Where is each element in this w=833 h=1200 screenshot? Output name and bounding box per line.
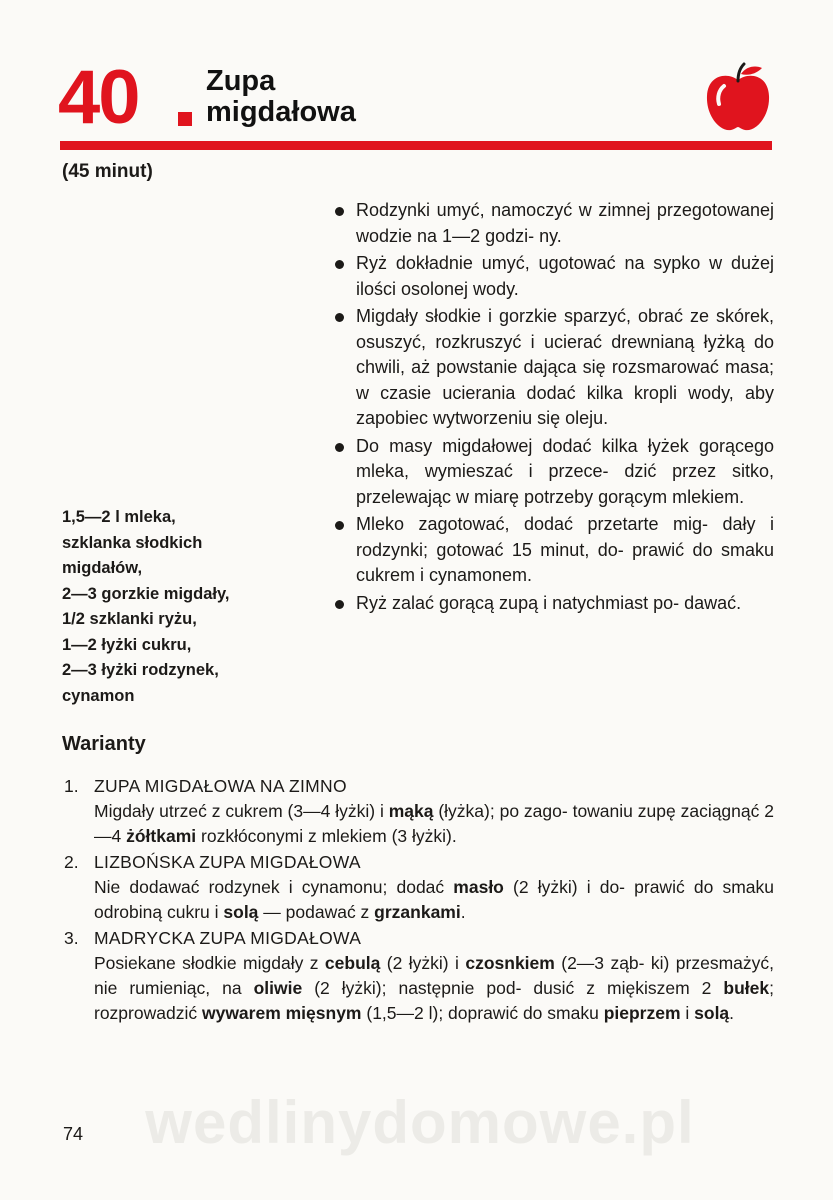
recipe-title — [206, 66, 356, 128]
variant-text — [94, 951, 774, 1026]
variant-text — [94, 799, 774, 849]
step-text: Mleko zagotować, dodać przetarte mig- dały i rodzynki; gotować 15 minut, do- prawić do smaku cukrem i cynamonem. — [356, 514, 774, 585]
ingredient-item: 1/2 szklanki ryżu, — [62, 610, 197, 628]
emphasized-ingredient: żółtkami — [126, 826, 197, 846]
variant-text-segment: i — [680, 1003, 695, 1023]
variant-text-segment: (2 łyżki) i do- prawić do smaku odrobiną cukru i — [94, 877, 774, 922]
step-text: Do masy migdałowej dodać kilka łyżek gorącego mleka, wymieszać i przece- dzić przez sitko, przelewając w miarę potrzeby gorącym mlekiem. — [356, 435, 774, 507]
variant-text-segment: — podawać z — [258, 902, 375, 922]
variant-item — [64, 850, 774, 925]
emphasized-ingredient: oliwie — [253, 978, 303, 998]
prep-time: (45 minut) — [62, 161, 153, 182]
ingredient-item: migdałów, — [62, 559, 143, 577]
ingredient-item: szklanka słodkich — [62, 533, 203, 552]
variant-item — [64, 926, 774, 1026]
variant-text — [94, 875, 774, 925]
variant-number: 2. — [64, 852, 79, 872]
step-item — [334, 198, 774, 249]
emphasized-ingredient: pieprzem — [603, 1003, 681, 1023]
variant-text-segment: (2 łyżki); następnie pod- dusić z miękiszem 2 — [302, 978, 724, 998]
variant-text-segment: Migdały utrzeć z cukrem (3—4 łyżki) i — [94, 801, 389, 821]
ingredient-item: 2—3 gorzkie migdały, — [62, 584, 230, 603]
variant-text-segment: (2—3 ząb- ki) przesmażyć, nie rumieniąc, na — [94, 953, 775, 998]
header-rule — [60, 141, 772, 150]
emphasized-ingredient: solą — [223, 902, 259, 922]
bullet-icon — [335, 443, 344, 452]
variant-text-segment: rozkłóconymi z mlekiem (3 łyżki). — [196, 826, 457, 846]
step-text: Ryż zalać gorącą zupą i natychmiast po- dawać. — [356, 592, 742, 613]
emphasized-ingredient: grzankami — [374, 902, 461, 922]
number-dot — [178, 112, 192, 126]
emphasized-ingredient: mąką — [388, 801, 434, 821]
variant-text-segment: . — [729, 1003, 735, 1023]
step-item — [334, 251, 774, 302]
emphasized-ingredient: czosnkiem — [465, 953, 555, 973]
variant-title: MADRYCKA ZUPA MIGDAŁOWA — [94, 928, 362, 948]
recipe-number: 40 — [58, 55, 139, 140]
variants-heading: Warianty — [62, 733, 146, 755]
step-text: Ryż dokładnie umyć, ugotować na sypko w dużej ilości osolonej wody. — [356, 253, 774, 299]
step-text: Migdały słodkie i gorzkie sparzyć, obrać ze skórek, osuszyć, rozkruszyć i ucierać drewnianą łyżką do chwili, aż powstanie dająca się rozsmarować masa; w czasie ucierania dodać kilka kropli wody, aby zapobiec wytworzeniu się oleju. — [356, 306, 774, 428]
variants-list — [64, 774, 774, 1027]
ingredient-item: cynamon — [62, 686, 135, 705]
ingredient-item: 1—2 łyżki cukru, — [62, 635, 192, 654]
ingredients-list — [62, 505, 312, 709]
variant-item — [64, 774, 774, 849]
step-item — [334, 434, 774, 511]
recipe-title-line-2: migdałowa — [206, 96, 356, 128]
bullet-icon — [335, 207, 344, 216]
bullet-icon — [335, 313, 344, 322]
variant-text-segment: (2 łyżki) i — [380, 953, 466, 973]
page-number: 74 — [63, 1124, 84, 1144]
variant-title: LIZBOŃSKA ZUPA MIGDAŁOWA — [94, 852, 361, 872]
emphasized-ingredient: cebulą — [324, 953, 381, 973]
recipe-title-line-1: Zupa — [206, 65, 276, 97]
step-text: Rodzynki umyć, namoczyć w zimnej przegotowanej wodzie na 1—2 godzi- ny. — [356, 200, 774, 246]
variant-title: ZUPA MIGDAŁOWA NA ZIMNO — [94, 776, 347, 796]
red-apple-icon — [704, 62, 772, 134]
variant-text-segment: Nie dodawać rodzynek i cynamonu; dodać — [94, 877, 454, 897]
bullet-icon — [335, 521, 344, 530]
variant-text-segment: Posiekane słodkie migdały z — [94, 953, 325, 973]
step-item — [334, 304, 774, 432]
variant-number: 3. — [64, 928, 79, 948]
variant-text-segment: (1,5—2 l); doprawić do smaku — [361, 1003, 604, 1023]
bullet-icon — [335, 260, 344, 269]
ingredient-item: 1,5—2 l mleka, — [62, 508, 176, 526]
variant-number: 1. — [64, 776, 79, 796]
variant-text-segment: ; rozprowadzić — [94, 978, 774, 1023]
variant-text-segment: (łyżka); po zago- towaniu zupę zaciągnąć 2—4 — [94, 801, 774, 846]
emphasized-ingredient: bułek — [723, 978, 770, 998]
step-item — [334, 591, 774, 617]
step-item — [334, 512, 774, 589]
ingredient-item: 2—3 łyżki rodzynek, — [62, 661, 219, 679]
emphasized-ingredient: solą — [694, 1003, 730, 1023]
preparation-steps — [334, 198, 774, 618]
emphasized-ingredient: masło — [453, 877, 504, 897]
emphasized-ingredient: wywarem mięsnym — [201, 1003, 362, 1023]
bullet-icon — [335, 600, 344, 609]
watermark: wedlinydomowe.pl — [145, 1089, 695, 1156]
variant-text-segment: . — [460, 902, 466, 922]
